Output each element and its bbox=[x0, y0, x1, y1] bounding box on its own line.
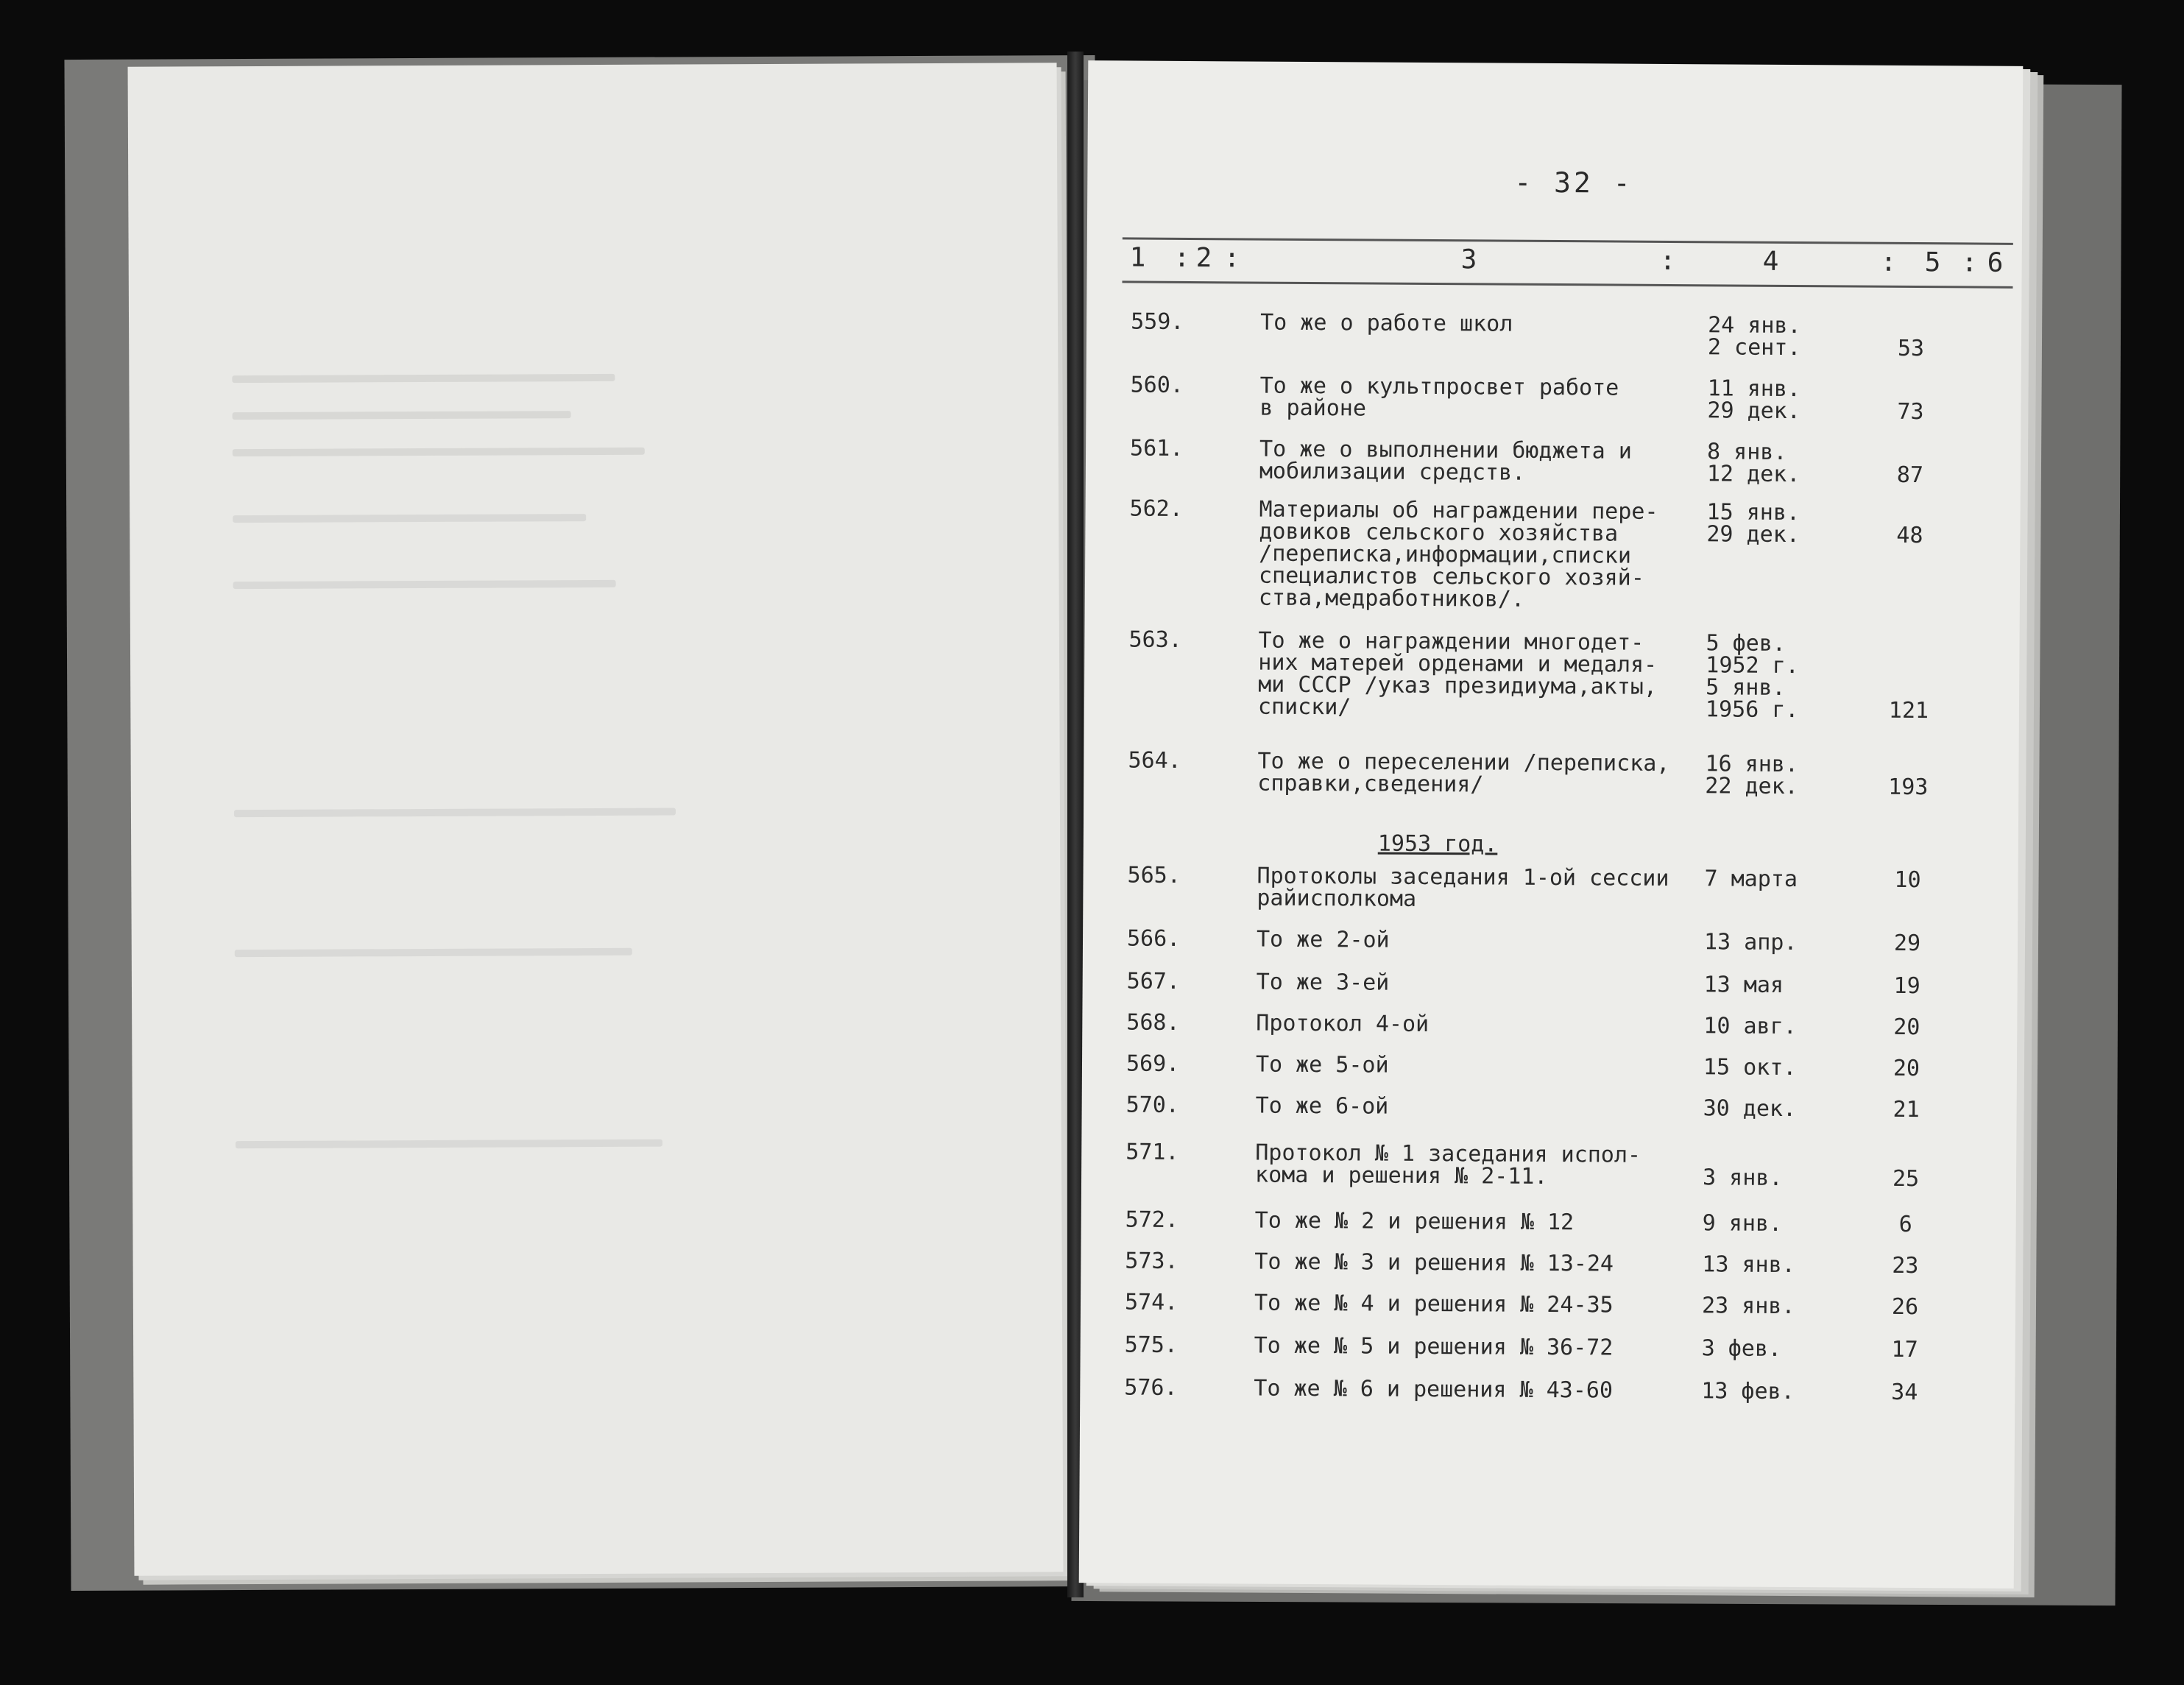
item-dates bbox=[1704, 931, 1851, 954]
item-title bbox=[1256, 969, 1669, 996]
item-dates bbox=[1703, 1056, 1851, 1079]
table-row bbox=[1125, 1050, 1980, 1082]
item-date-line: 13 мая bbox=[1703, 972, 1784, 998]
item-dates bbox=[1703, 1095, 1851, 1123]
item-title bbox=[1259, 436, 1672, 486]
item-number: 570. bbox=[1125, 1092, 1180, 1118]
col-sep: : bbox=[1659, 245, 1676, 277]
item-sheet-count: 23 bbox=[1892, 1252, 1919, 1279]
item-date-line: 30 дек. bbox=[1703, 1095, 1797, 1123]
item-title-line: То же № 5 и решения № 36-72 bbox=[1254, 1332, 1614, 1361]
item-title bbox=[1254, 1207, 1667, 1236]
item-dates bbox=[1708, 314, 1855, 359]
item-title bbox=[1255, 1092, 1668, 1120]
item-title-line: То же № 2 и решения № 12 bbox=[1254, 1207, 1575, 1236]
table-row bbox=[1125, 1207, 1979, 1238]
item-number: 572. bbox=[1125, 1207, 1179, 1233]
item-title-line: ства,медработников/. bbox=[1258, 584, 1525, 612]
item-sheet-count: 53 bbox=[1897, 335, 1925, 362]
item-title-line: довиков сельского хозяйства bbox=[1259, 518, 1619, 547]
item-date-line: 29 дек. bbox=[1707, 398, 1800, 425]
item-sheet-count: 48 bbox=[1896, 522, 1923, 549]
item-title bbox=[1257, 627, 1671, 721]
item-number: 559. bbox=[1131, 308, 1184, 335]
table-row bbox=[1126, 925, 1981, 957]
table-row bbox=[1125, 1248, 1979, 1279]
item-date-line: 5 фев. bbox=[1706, 630, 1786, 657]
item-date-line: 13 фев. bbox=[1701, 1378, 1795, 1405]
item-dates bbox=[1707, 441, 1854, 486]
item-title bbox=[1257, 748, 1670, 798]
item-date-line: 5 янв. bbox=[1706, 674, 1786, 701]
item-date-line: 12 дек. bbox=[1706, 461, 1800, 488]
item-title-line: То же о работе школ bbox=[1260, 309, 1513, 337]
item-dates bbox=[1702, 1251, 1849, 1279]
item-title-line: /переписка,информации,списки bbox=[1259, 540, 1632, 569]
table-row bbox=[1131, 308, 1985, 362]
table-row bbox=[1125, 1139, 1979, 1193]
item-date-line: 13 янв. bbox=[1702, 1251, 1795, 1279]
col-1-label: 1 bbox=[1129, 242, 1146, 273]
item-date-line: 23 янв. bbox=[1701, 1293, 1795, 1320]
item-dates bbox=[1707, 375, 1854, 425]
item-sheet-count: 87 bbox=[1896, 462, 1924, 489]
table-row bbox=[1129, 495, 1984, 612]
item-date-line: 2 сент. bbox=[1707, 334, 1801, 361]
column-header-row bbox=[1122, 237, 2012, 288]
item-date-line: 24 янв. bbox=[1708, 312, 1801, 339]
item-number: 573. bbox=[1125, 1248, 1178, 1274]
item-title-line: То же о переселении /переписка, bbox=[1257, 748, 1670, 777]
item-dates bbox=[1701, 1335, 1849, 1362]
item-dates bbox=[1703, 1015, 1851, 1038]
item-title-line: Протоколы заседания 1-ой сессии bbox=[1257, 863, 1669, 891]
item-number: 561. bbox=[1130, 435, 1184, 462]
item-date-line: 9 янв. bbox=[1702, 1210, 1783, 1237]
item-number: 569. bbox=[1125, 1050, 1180, 1077]
item-date-line: 1952 г. bbox=[1706, 652, 1799, 679]
col-4-label: 4 bbox=[1762, 246, 1779, 277]
item-title-line: То же № 3 и решения № 13-24 bbox=[1254, 1248, 1614, 1277]
item-title-line: справки,сведения/ bbox=[1257, 770, 1484, 798]
left-page-blank bbox=[128, 63, 1064, 1575]
col-6-label: 6 bbox=[1987, 247, 2004, 278]
right-page-inventory bbox=[1079, 60, 2024, 1589]
table-row bbox=[1127, 862, 1982, 912]
item-dates bbox=[1704, 974, 1851, 997]
item-sheet-count: 25 bbox=[1892, 1165, 1920, 1193]
item-title-line: То же 2-ой bbox=[1256, 926, 1390, 953]
item-title bbox=[1254, 1332, 1667, 1361]
item-date-line: 29 дек. bbox=[1706, 521, 1800, 548]
item-number: 560. bbox=[1130, 372, 1184, 398]
col-sep: : bbox=[1880, 247, 1897, 278]
item-title-line: То же о выполнении бюджета и bbox=[1259, 436, 1632, 464]
item-sheet-count: 20 bbox=[1893, 1014, 1920, 1041]
item-title bbox=[1254, 1248, 1667, 1277]
item-number: 574. bbox=[1124, 1289, 1178, 1315]
item-sheet-count: 20 bbox=[1893, 1055, 1920, 1082]
item-sheet-count: 6 bbox=[1898, 1211, 1912, 1238]
table-row bbox=[1125, 1092, 1980, 1123]
item-title-line: специалистов сельского хозяй- bbox=[1258, 562, 1644, 591]
item-number: 575. bbox=[1124, 1332, 1178, 1358]
table-row bbox=[1130, 372, 1985, 425]
col-2-label: 2 bbox=[1195, 243, 1212, 274]
col-sep: : bbox=[1223, 243, 1240, 274]
item-title bbox=[1256, 1010, 1668, 1037]
item-title bbox=[1257, 863, 1669, 912]
item-title-line: То же 5-ой bbox=[1255, 1051, 1389, 1078]
item-sheet-count: 73 bbox=[1897, 398, 1924, 425]
item-date-line: 7 марта bbox=[1704, 866, 1798, 893]
item-date-line: 15 окт. bbox=[1703, 1054, 1797, 1081]
item-date-line: 15 янв. bbox=[1706, 499, 1800, 526]
col-sep: : bbox=[1961, 247, 1978, 278]
item-date-line: 10 авг. bbox=[1703, 1013, 1797, 1040]
item-dates bbox=[1704, 868, 1851, 891]
item-date-line: 16 янв. bbox=[1705, 751, 1799, 778]
item-title-line: То же № 6 и решения № 43-60 bbox=[1254, 1375, 1614, 1404]
item-dates bbox=[1703, 1145, 1850, 1190]
item-title-line: Материалы об награждении пере- bbox=[1259, 496, 1658, 525]
item-title bbox=[1260, 309, 1672, 337]
col-5-label: 5 bbox=[1924, 247, 1941, 278]
item-title-line: То же о награждении многодет- bbox=[1258, 627, 1644, 656]
item-title bbox=[1259, 372, 1672, 422]
item-title-line: ми СССР /указ президиума,акты, bbox=[1258, 671, 1658, 700]
table-row bbox=[1126, 1009, 1980, 1041]
item-sheet-count: 19 bbox=[1893, 972, 1920, 1000]
item-date-line: 13 апр. bbox=[1703, 929, 1798, 956]
item-title bbox=[1258, 496, 1672, 612]
item-dates bbox=[1701, 1380, 1848, 1403]
item-title-line: То же о культпросвет работе bbox=[1259, 372, 1619, 401]
item-title-line: То же № 4 и решения № 24-35 bbox=[1254, 1290, 1614, 1318]
item-sheet-count: 17 bbox=[1891, 1336, 1918, 1363]
item-sheet-count: 21 bbox=[1893, 1096, 1920, 1123]
table-row bbox=[1128, 747, 1982, 801]
item-number: 562. bbox=[1129, 495, 1183, 522]
table-row bbox=[1124, 1332, 1979, 1363]
item-dates bbox=[1705, 753, 1852, 798]
table-row bbox=[1130, 435, 1984, 489]
table-row bbox=[1124, 1374, 1978, 1406]
table-row bbox=[1126, 968, 1981, 1000]
item-sheet-count: 121 bbox=[1888, 697, 1929, 724]
item-number: 567. bbox=[1126, 968, 1181, 995]
item-title-line: То же 3-ей bbox=[1256, 969, 1390, 996]
item-title-line: То же 6-ой bbox=[1255, 1092, 1389, 1120]
item-number: 571. bbox=[1125, 1139, 1179, 1165]
col-3-label: 3 bbox=[1460, 244, 1477, 275]
item-number: 563. bbox=[1128, 626, 1182, 653]
item-sheet-count: 34 bbox=[1891, 1379, 1918, 1406]
item-title bbox=[1256, 926, 1669, 953]
page-number: - 32 - bbox=[1514, 166, 1633, 199]
item-sheet-count: 193 bbox=[1888, 774, 1929, 801]
item-dates bbox=[1702, 1295, 1849, 1318]
item-title bbox=[1254, 1375, 1666, 1404]
item-title-line: в районе bbox=[1259, 395, 1367, 422]
item-number: 566. bbox=[1126, 925, 1181, 952]
table-row bbox=[1128, 626, 1983, 724]
item-title-line: Протокол 4-ой bbox=[1256, 1010, 1430, 1037]
item-number: 576. bbox=[1124, 1374, 1178, 1401]
item-title bbox=[1255, 1142, 1667, 1189]
item-dates bbox=[1703, 1212, 1850, 1235]
item-number: 565. bbox=[1127, 862, 1181, 889]
year-heading: 1953 год. bbox=[1377, 830, 1498, 858]
item-date-line: 22 дек. bbox=[1705, 773, 1798, 800]
item-date-line: 11 янв. bbox=[1707, 375, 1801, 403]
item-date-line: 1956 г. bbox=[1705, 696, 1799, 724]
item-date-line: 3 фев. bbox=[1701, 1335, 1782, 1362]
col-sep: : bbox=[1173, 242, 1190, 273]
item-dates bbox=[1706, 501, 1853, 546]
item-number: 564. bbox=[1128, 747, 1181, 774]
item-sheet-count: 26 bbox=[1891, 1293, 1919, 1321]
item-date-line: 8 янв. bbox=[1706, 439, 1787, 465]
item-sheet-count: 29 bbox=[1893, 930, 1921, 957]
item-title bbox=[1254, 1290, 1667, 1318]
item-title-line: Протокол № 1 заседания испол- bbox=[1255, 1140, 1641, 1168]
item-sheet-count: 10 bbox=[1894, 866, 1921, 894]
item-title-line: райисполкома bbox=[1257, 885, 1417, 912]
item-number: 568. bbox=[1126, 1009, 1180, 1036]
item-title-line: мобилизации средств. bbox=[1259, 458, 1526, 486]
table-row bbox=[1124, 1289, 1979, 1321]
item-dates bbox=[1705, 630, 1853, 724]
item-title-line: списки/ bbox=[1257, 693, 1351, 721]
bleed-through-text bbox=[128, 63, 1064, 1575]
item-title-line: кома и решения № 2-11. bbox=[1254, 1162, 1548, 1190]
item-title-line: них матерей орденами и медаля- bbox=[1258, 649, 1658, 678]
item-date-line: 3 янв. bbox=[1702, 1165, 1783, 1191]
item-title bbox=[1255, 1051, 1668, 1078]
